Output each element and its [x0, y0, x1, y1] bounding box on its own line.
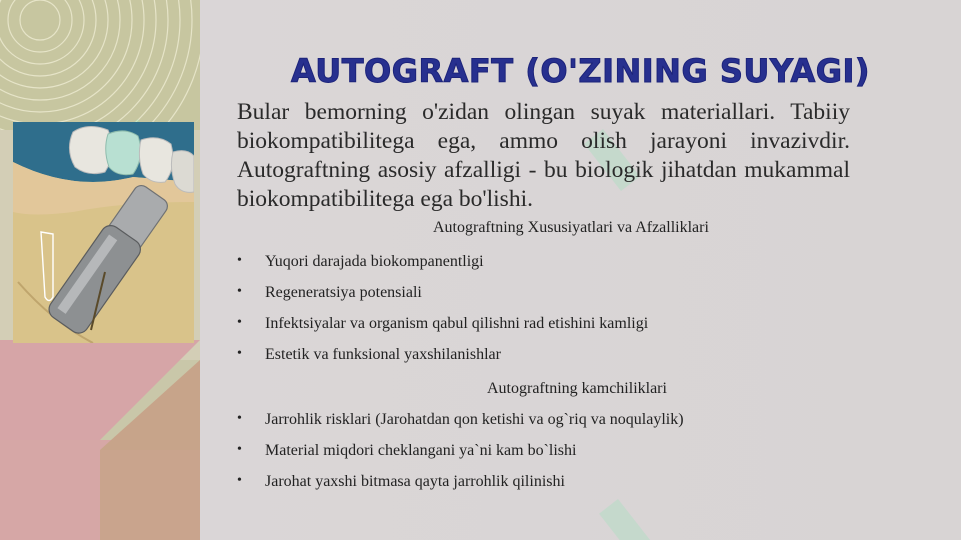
intro-paragraph: Bular bemorning o'zidan olingan suyak materiallari. Tabiiy biokompatibilitega ega, ammo olish jarayoni invazivdir. Autograftning asosiy afzalligi - bu biologik jihatdan mukammal biokompatibilitega ega bo'lishi.: [237, 99, 850, 212]
list-item-text: Material miqdori cheklangani ya`ni kam bo`lishi: [265, 442, 577, 459]
bullet-icon: •: [237, 346, 242, 361]
bullet-icon: •: [237, 442, 242, 457]
advantages-heading: Autograftning Xususiyatlari va Afzalliklari: [433, 219, 709, 236]
bullet-icon: •: [237, 253, 242, 268]
list-item: [237, 315, 648, 346]
list-item-text: Estetik va funksional yaxshilanishlar: [265, 346, 501, 363]
list-item: [237, 442, 684, 473]
list-item-text: Infektsiyalar va organism qabul qilishni rad etishini kamligi: [265, 315, 649, 332]
concentric-circles-decor: [0, 0, 200, 130]
list-item-text: Regeneratsiya potensiali: [265, 284, 422, 301]
list-item: [237, 253, 648, 284]
tan-block-decor: [100, 450, 200, 540]
bullet-icon: •: [237, 473, 242, 488]
tan-triangle-decor: [100, 360, 200, 450]
bullet-icon: •: [237, 315, 242, 330]
drawbacks-heading: Autograftning kamchiliklari: [487, 380, 667, 397]
bullet-icon: •: [237, 411, 242, 426]
list-item: [237, 284, 648, 315]
list-item-text: Yuqori darajada biokompanentligi: [265, 253, 484, 270]
list-item: [237, 473, 684, 504]
list-item-text: Jarohat yaxshi bitmasa qayta jarrohlik qilinishi: [265, 473, 565, 490]
list-item: [237, 346, 648, 377]
list-item: [237, 411, 684, 442]
slide-title: AUTOGRAFT (O'ZINING SUYAGI): [290, 52, 871, 90]
advantages-list: [237, 253, 648, 377]
dental-implant-illustration: [13, 122, 194, 343]
bullet-icon: •: [237, 284, 242, 299]
drawbacks-list: [237, 411, 684, 504]
list-item-text: Jarrohlik risklari (Jarohatdan qon ketishi va og`riq va noqulaylik): [265, 411, 684, 428]
